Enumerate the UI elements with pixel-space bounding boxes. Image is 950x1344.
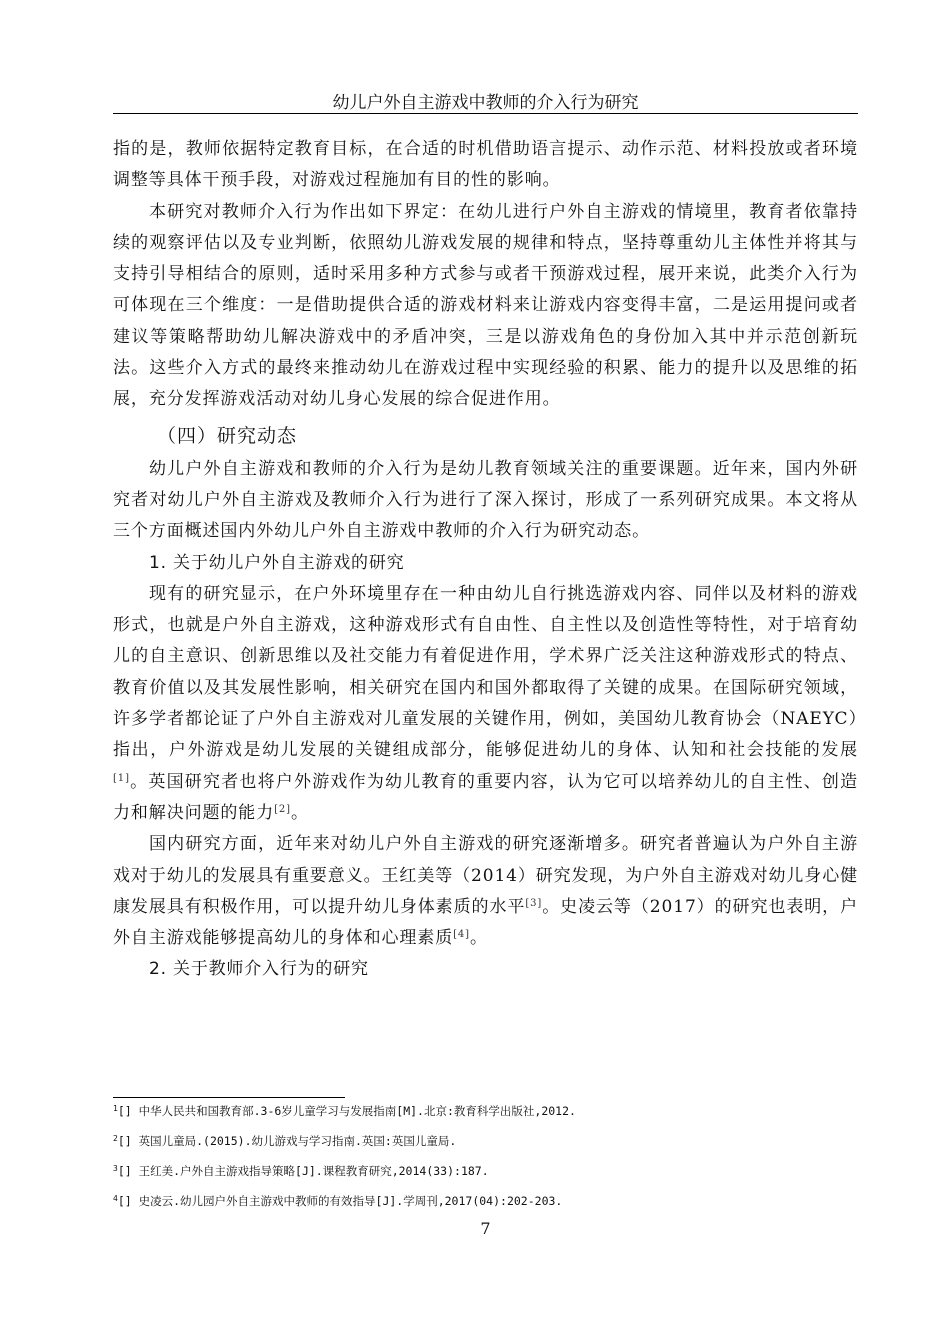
body-text: [113, 134, 858, 986]
citation-4[interactable]: [4]: [453, 929, 470, 941]
footnote-number: 3: [113, 1164, 118, 1173]
paragraph-research-overview: 幼儿户外自主游戏和教师的介入行为是幼儿教育领域关注的重要课题。近年来，国内外研究者对幼儿户外自主游戏及教师介入行为进行了深入探讨，形成了一系列研究成果。本文将从三个方面概述国内外幼儿户外自主游戏中教师的介入行为研究动态。: [113, 458, 858, 542]
footnote-number: 4: [113, 1194, 118, 1203]
paragraph-text: 。英国研究者也将户外游戏作为幼儿教育的重要内容，认为它可以培养幼儿的自主性、创造力和解决问题的能力: [113, 771, 858, 823]
page-number: 7: [480, 1219, 491, 1238]
paragraph-text: 国内研究方面，近年来对幼儿户外自主游戏的研究逐渐增多。研究者普遍认为户外自主游戏对于幼儿的发展具有重要意义。王红美等（2014）研究发现，为户外自主游戏对幼儿身心健康发展具有积极作用，可以提升幼儿身体素质的水平: [113, 834, 858, 917]
footnote-1: [113, 1104, 858, 1118]
citation-2[interactable]: [2]: [274, 803, 291, 815]
footnote-number: 1: [113, 1104, 118, 1113]
footnote-text: [] 英国儿童局.(2015).幼儿游戏与学习指南.英国:英国儿童局.: [117, 1134, 457, 1148]
footnote-4: [113, 1194, 858, 1208]
running-header: 幼儿户外自主游戏中教师的介入行为研究: [332, 93, 639, 113]
paragraph-continuation: 指的是，教师依据特定教育目标，在合适的时机借助语言提示、动作示范、材料投放或者环境调整等具体干预手段，对游戏过程施加有目的性的影响。: [113, 139, 858, 191]
paragraph-definition: 本研究对教师介入行为作出如下界定：在幼儿进行户外自主游戏的情境里，教育者依靠持续的观察评估以及专业判断，依照幼儿游戏发展的规律和特点，坚持尊重幼儿主体性并将其与支持引导相结合的原则，适时采用多种方式参与或者干预游戏过程，展开来说，此类介入行为可体现在三个维度：一是借助提供合适的游戏材料来让游戏内容变得丰富，二是运用提问或者建议等策略帮助幼儿解决游戏中的矛盾冲突，三是以游戏角色的身份加入其中并示范创新玩法。这些介入方式的最终来推动幼儿在游戏过程中实现经验的积累、能力的提升以及思维的拓展，充分发挥游戏活动对幼儿身心发展的综合促进作用。: [113, 201, 858, 410]
footnote-rule: [113, 1097, 345, 1098]
footnote-number: 2: [113, 1134, 118, 1143]
footnote-2: [113, 1134, 858, 1148]
header-rule: [113, 113, 858, 114]
paragraph-international-research: [113, 579, 858, 829]
footnotes: [113, 1104, 858, 1224]
footnote-3: [113, 1164, 858, 1178]
citation-3[interactable]: [3]: [525, 897, 543, 909]
citation-1[interactable]: [1]: [113, 772, 130, 784]
paragraph-text: 。史凌云等（2017）的研究也表明，户外自主游戏能够提高幼儿的身体和心理素质: [113, 896, 858, 949]
paragraph-text: 现有的研究显示，在户外环境里存在一种由幼儿自行挑选游戏内容、同伴以及材料的游戏形式，也就是户外自主游戏，这种游戏形式有自由性、自主性以及创造性等特性，对于培育幼儿的自主意识、创新思维以及社交能力有着促进作用，学术界广泛关注这种游戏形式的特点、教育价值以及其发展性影响，相关研究在国内和国外都取得了关键的成果。在国际研究领域，许多学者都论证了户外自主游戏对儿童发展的关键作用，例如，美国幼儿教育协会（NAEYC）指出，户外游戏是幼儿发展的关键组成部分，能够促进幼儿的身体、认知和社会技能的发展: [113, 583, 858, 761]
footnote-text: [] 中华人民共和国教育部.3-6岁儿童学习与发展指南[M].北京:教育科学出版社,2012.: [117, 1104, 576, 1118]
paragraph-domestic-research: [113, 829, 858, 954]
subheading-teacher-intervention-research: 2. 关于教师介入行为的研究: [149, 959, 369, 980]
footnote-text: [] 王红美.户外自主游戏指导策略[J].课程教育研究,2014(33):187.: [117, 1164, 489, 1178]
section-heading-research-trends: （四）研究动态: [157, 424, 298, 447]
paragraph-text: 。: [290, 802, 309, 823]
subheading-outdoor-play-research: 1. 关于幼儿户外自主游戏的研究: [149, 552, 405, 573]
paragraph-text: 。: [469, 928, 488, 949]
footnote-text: [] 史凌云.幼儿园户外自主游戏中教师的有效指导[J].学周刊,2017(04):202-203.: [117, 1194, 563, 1208]
